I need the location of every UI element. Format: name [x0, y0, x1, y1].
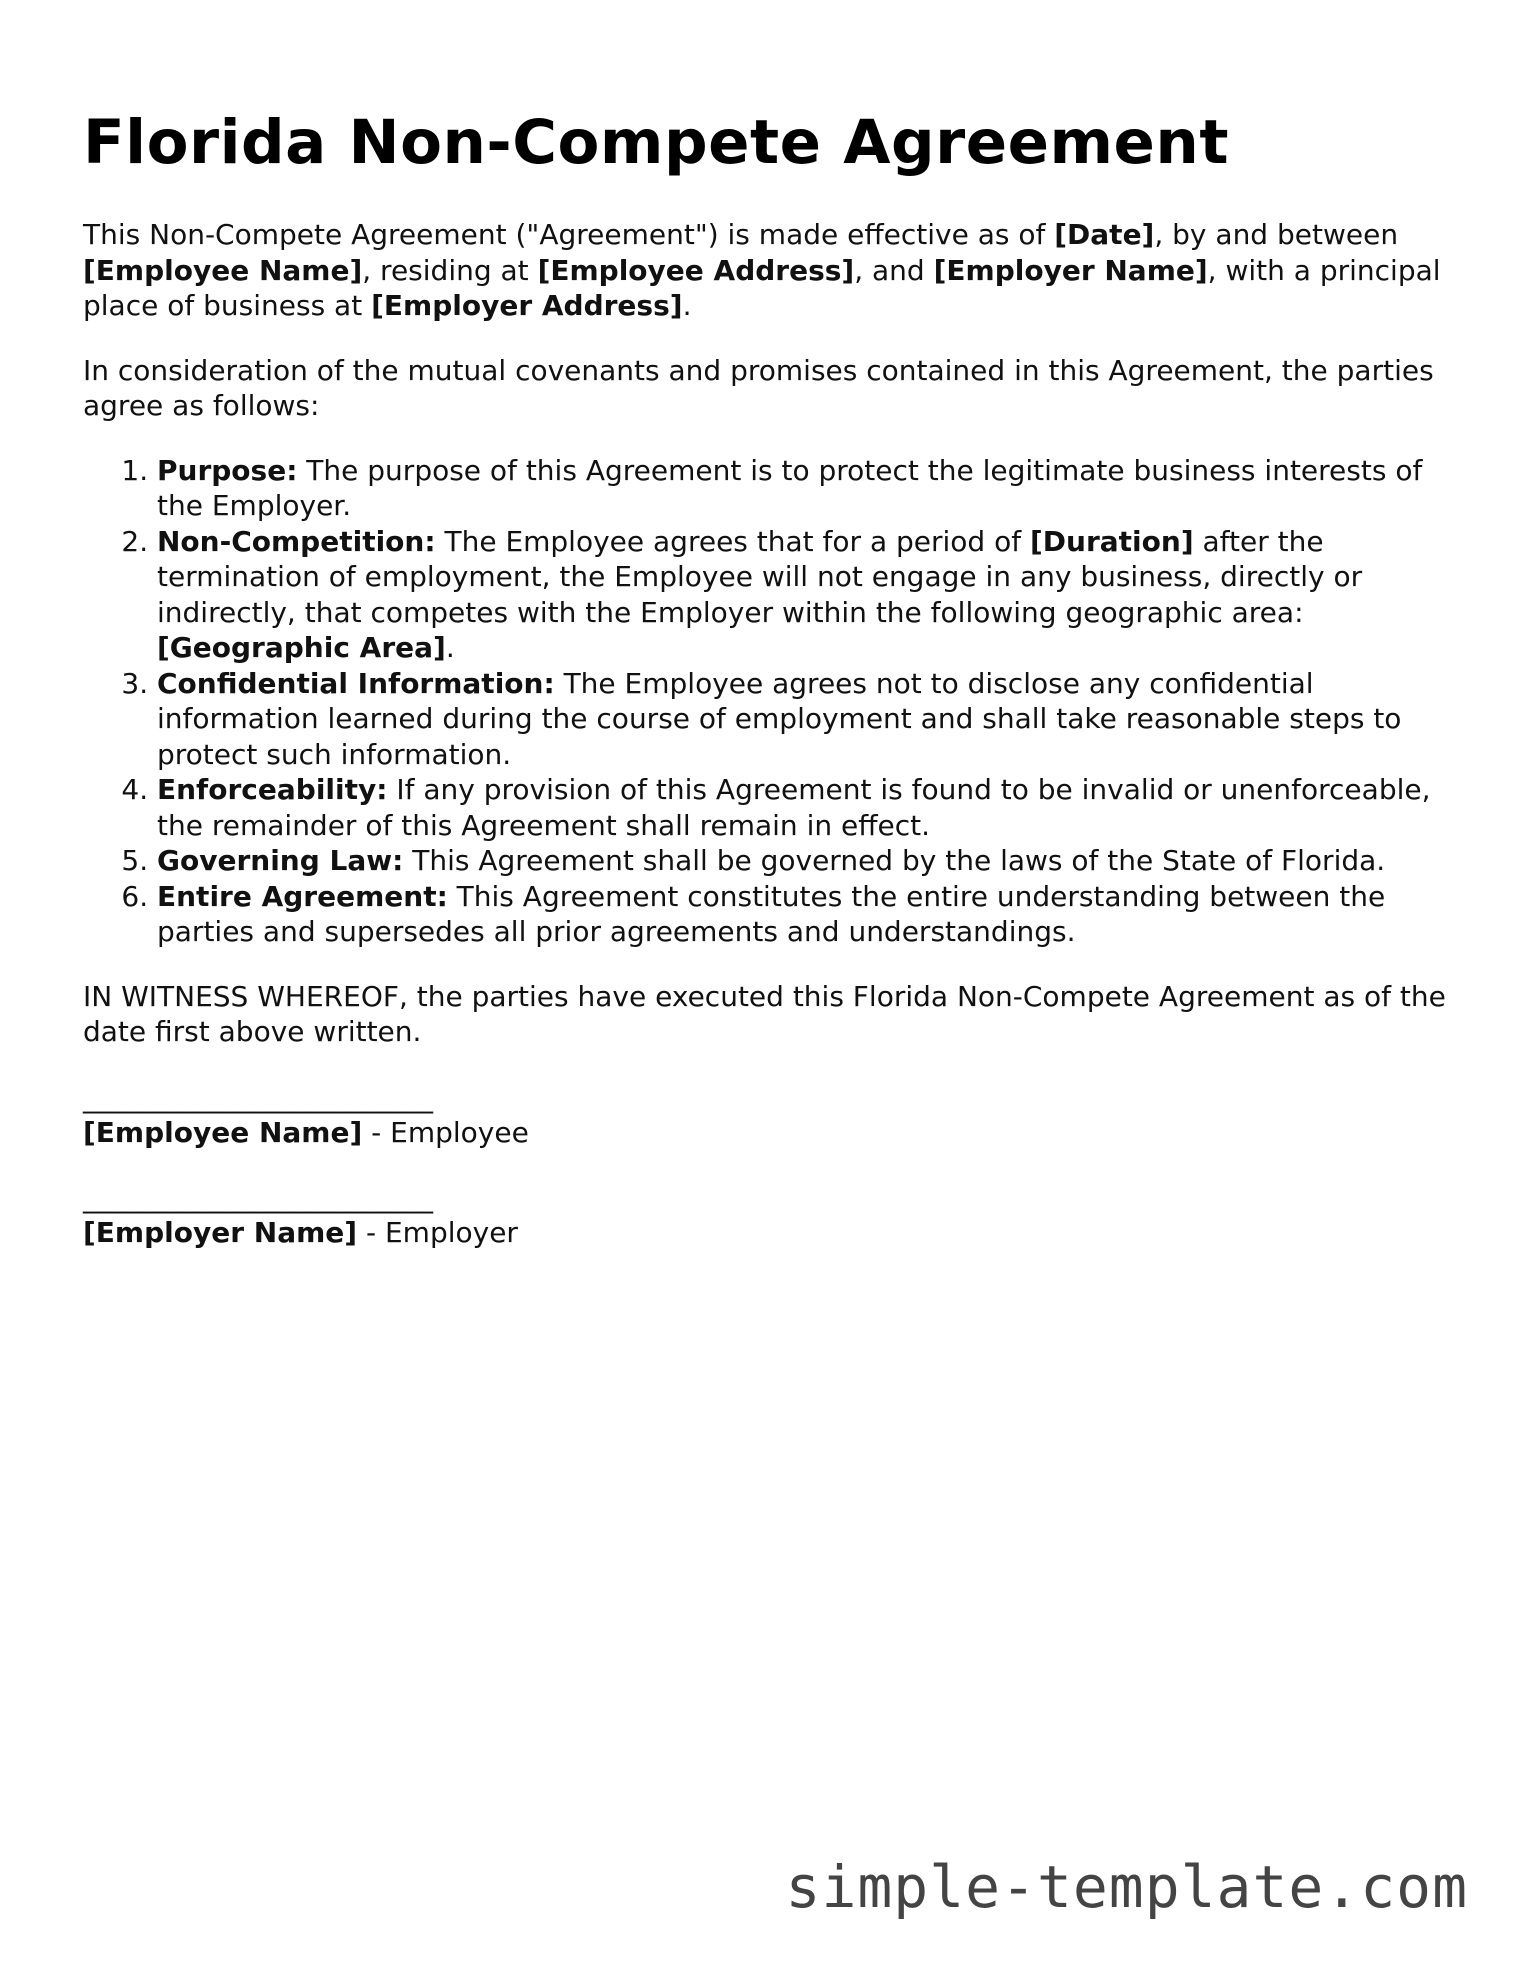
consideration-paragraph: In consideration of the mutual covenants and promises contained in this Agreement, the parties agree as follows:: [83, 353, 1434, 422]
term-text: after the termination of employment, the Employee will not engage in any business, directly or indirectly, that competes with the Employer within the following geographic area:: [157, 524, 1363, 629]
signer-name: [Employer Name]: [83, 1216, 358, 1249]
employer-address-placeholder: [Employer Address]: [371, 289, 683, 322]
employee-signature-block: [83, 1080, 1453, 1151]
terms-list: [83, 453, 1453, 950]
signature-caption: [83, 1115, 1453, 1151]
term-purpose: [157, 453, 1453, 524]
term-heading: Entire Agreement:: [157, 879, 448, 913]
intro-text: This Non-Compete Agreement ("Agreement") is made effective as of: [83, 218, 1055, 251]
term-entire-agreement: [157, 879, 1453, 950]
intro-paragraph: [83, 217, 1453, 324]
term-text: .: [445, 631, 455, 664]
term-heading: Governing Law:: [157, 844, 404, 877]
signer-name: [Employee Name]: [83, 1115, 363, 1149]
term-text: This Agreement shall be governed by the laws of the State of Florida.: [403, 844, 1386, 877]
witness-paragraph: IN WITNESS WHEREOF, the parties have executed this Florida Non-Compete Agreement as of the date first above written.: [83, 979, 1446, 1048]
signer-role: - Employer: [357, 1216, 518, 1249]
term-text: If any provision of this Agreement is found to be invalid or unenforceable, the remainder of this Agreement shall remain in effect.: [157, 773, 1431, 842]
term-confidential-information: [157, 666, 1453, 773]
term-heading: Confidential Information:: [157, 666, 555, 700]
term-governing-law: [157, 843, 1453, 879]
term-heading: Non-Competition:: [157, 524, 436, 558]
employee-name-placeholder: [Employee Name]: [83, 253, 363, 287]
document-body: [83, 217, 1453, 1251]
document-title: Florida Non-Compete Agreement: [83, 107, 1230, 178]
intro-text: , by and between: [1154, 218, 1399, 251]
term-non-competition: [157, 524, 1453, 666]
intro-text: , with a principal place of business at: [83, 253, 1441, 322]
term-text: The purpose of this Agreement is to protect the legitimate business interests of the Employer.: [157, 453, 1423, 522]
intro-text: .: [682, 289, 692, 322]
term-text: The Employee agrees not to disclose any confidential information learned during the course of employment and shall take reasonable steps to protect such information.: [157, 666, 1402, 771]
duration-placeholder: [Duration]: [1030, 524, 1194, 558]
signature-caption: [83, 1215, 1453, 1251]
term-text: This Agreement constitutes the entire understanding between the parties and supersedes all prior agreements and understandings.: [157, 879, 1386, 948]
intro-text: , and: [854, 253, 934, 287]
term-heading: Purpose:: [157, 453, 298, 487]
signature-line: _________________________: [83, 1181, 433, 1214]
term-enforceability: [157, 772, 1453, 843]
signature-line: _________________________: [83, 1080, 433, 1114]
term-heading: Enforceability:: [157, 773, 388, 806]
intro-text: , residing at: [362, 253, 538, 287]
geographic-area-placeholder: [Geographic Area]: [157, 631, 446, 664]
employer-name-placeholder: [Employer Name]: [933, 253, 1208, 287]
watermark: simple-template.com: [785, 1853, 1468, 1921]
employee-address-placeholder: [Employee Address]: [537, 253, 855, 287]
employer-signature-block: [83, 1180, 1453, 1251]
signer-role: - Employee: [362, 1115, 529, 1149]
date-placeholder: [Date]: [1054, 218, 1155, 251]
term-text: The Employee agrees that for a period of: [435, 524, 1030, 558]
